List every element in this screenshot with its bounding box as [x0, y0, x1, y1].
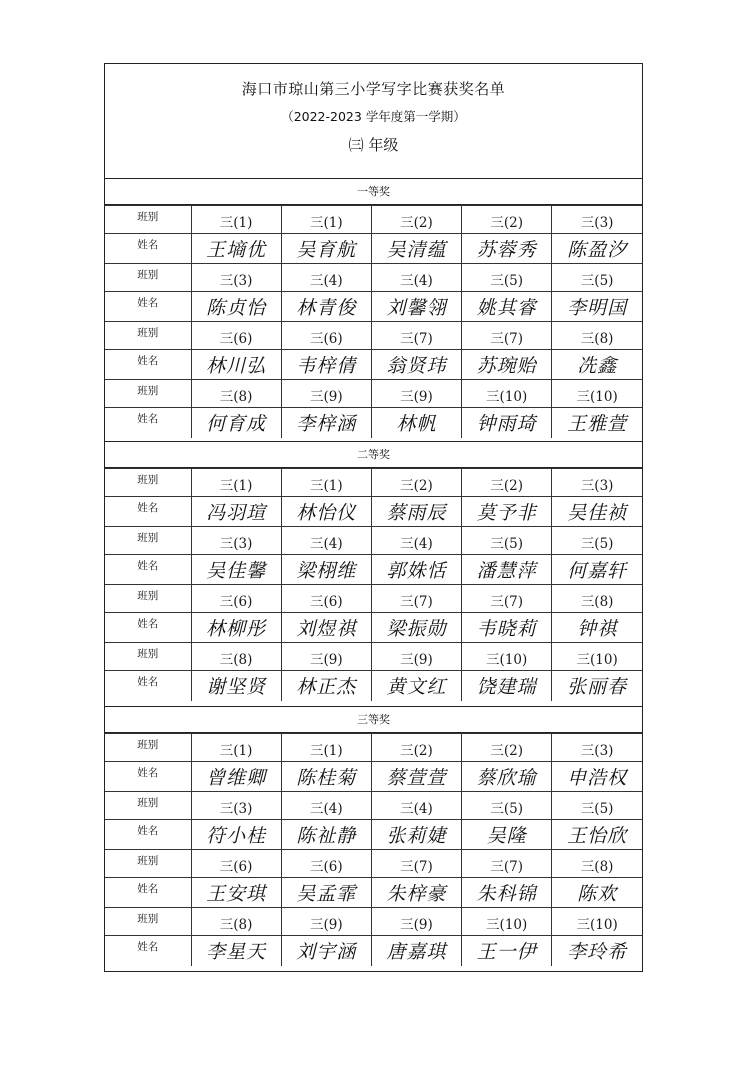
class-cell: 三(6)	[191, 322, 281, 350]
class-cell: 三(9)	[371, 908, 461, 936]
class-row-label: 班别	[105, 527, 191, 555]
name-row-label: 姓名	[105, 497, 191, 527]
class-cell: 三(4)	[371, 792, 461, 820]
class-row	[105, 469, 642, 497]
class-row	[105, 908, 642, 936]
student-name-cell: 苏蓉秀	[462, 234, 552, 264]
class-cell: 三(1)	[281, 734, 371, 762]
student-name-cell: 朱科锦	[462, 878, 552, 908]
student-name-cell: 吴孟霏	[281, 878, 371, 908]
student-name-cell: 韦梓倩	[281, 350, 371, 380]
name-row	[105, 820, 642, 850]
name-row-label: 姓名	[105, 878, 191, 908]
student-name-cell: 吴佳馨	[191, 555, 281, 585]
student-name-cell: 林柳彤	[191, 613, 281, 643]
class-cell: 三(1)	[191, 469, 281, 497]
class-cell: 三(7)	[371, 850, 461, 878]
class-row-label: 班别	[105, 792, 191, 820]
award-list-sheet	[104, 63, 643, 972]
class-cell: 三(6)	[281, 322, 371, 350]
name-row	[105, 234, 642, 264]
school-term: （2022-2023 学年度第一学期）	[281, 109, 466, 124]
student-name-cell: 朱梓豪	[371, 878, 461, 908]
class-cell: 三(2)	[462, 734, 552, 762]
class-row	[105, 527, 642, 555]
student-name-cell: 冼鑫	[552, 350, 642, 380]
class-cell: 三(8)	[552, 850, 642, 878]
class-cell: 三(4)	[371, 264, 461, 292]
student-name-cell: 潘慧萍	[462, 555, 552, 585]
class-cell: 三(5)	[462, 264, 552, 292]
class-cell: 三(5)	[462, 527, 552, 555]
class-row-label: 班别	[105, 322, 191, 350]
class-cell: 三(2)	[462, 469, 552, 497]
class-row	[105, 585, 642, 613]
student-name-cell: 符小桂	[191, 820, 281, 850]
student-name-cell: 翁贤玮	[371, 350, 461, 380]
class-row-label: 班别	[105, 380, 191, 408]
class-row	[105, 380, 642, 408]
class-row-label: 班别	[105, 734, 191, 762]
class-cell: 三(7)	[462, 850, 552, 878]
student-name-cell: 何嘉轩	[552, 555, 642, 585]
student-name-cell: 陈欢	[552, 878, 642, 908]
class-cell: 三(9)	[281, 380, 371, 408]
class-cell: 三(4)	[371, 527, 461, 555]
student-name-cell: 冯羽瑄	[191, 497, 281, 527]
class-row	[105, 643, 642, 671]
name-row-label: 姓名	[105, 613, 191, 643]
class-cell: 三(8)	[552, 322, 642, 350]
class-cell: 三(4)	[281, 527, 371, 555]
student-name-cell: 韦晓莉	[462, 613, 552, 643]
class-cell: 三(2)	[371, 469, 461, 497]
class-cell: 三(2)	[371, 206, 461, 234]
name-row	[105, 762, 642, 792]
name-row	[105, 936, 642, 966]
name-row	[105, 292, 642, 322]
class-row	[105, 264, 642, 292]
name-row	[105, 408, 642, 438]
student-name-cell: 王安琪	[191, 878, 281, 908]
student-name-cell: 陈贞怡	[191, 292, 281, 322]
student-name-cell: 王墒优	[191, 234, 281, 264]
class-cell: 三(7)	[462, 322, 552, 350]
name-row-label: 姓名	[105, 555, 191, 585]
class-cell: 三(2)	[371, 734, 461, 762]
class-cell: 三(4)	[281, 792, 371, 820]
class-cell: 三(9)	[371, 643, 461, 671]
name-row	[105, 350, 642, 380]
student-name-cell: 张丽春	[552, 671, 642, 701]
name-row-label: 姓名	[105, 671, 191, 701]
class-row-label: 班别	[105, 643, 191, 671]
class-row-label: 班别	[105, 908, 191, 936]
class-cell: 三(7)	[371, 322, 461, 350]
class-cell: 三(10)	[552, 908, 642, 936]
class-row	[105, 850, 642, 878]
class-cell: 三(7)	[462, 585, 552, 613]
student-name-cell: 陈桂菊	[281, 762, 371, 792]
class-cell: 三(1)	[281, 206, 371, 234]
student-name-cell: 吴佳祯	[552, 497, 642, 527]
student-name-cell: 钟祺	[552, 613, 642, 643]
name-row-label: 姓名	[105, 762, 191, 792]
student-name-cell: 张莉婕	[371, 820, 461, 850]
class-row	[105, 206, 642, 234]
name-row	[105, 878, 642, 908]
class-cell: 三(8)	[191, 643, 281, 671]
class-row	[105, 322, 642, 350]
student-name-cell: 吴隆	[462, 820, 552, 850]
student-name-cell: 申浩权	[552, 762, 642, 792]
student-name-cell: 黄文红	[371, 671, 461, 701]
winners-table	[105, 733, 642, 966]
class-cell: 三(5)	[552, 264, 642, 292]
student-name-cell: 吴育航	[281, 234, 371, 264]
student-name-cell: 梁栩维	[281, 555, 371, 585]
class-cell: 三(8)	[191, 908, 281, 936]
class-row-label: 班别	[105, 264, 191, 292]
class-cell: 三(3)	[191, 264, 281, 292]
student-name-cell: 莫予非	[462, 497, 552, 527]
class-cell: 三(3)	[552, 734, 642, 762]
student-name-cell: 吴清蕴	[371, 234, 461, 264]
section-title: 二等奖	[105, 442, 642, 468]
student-name-cell: 林青俊	[281, 292, 371, 322]
class-cell: 三(3)	[191, 792, 281, 820]
name-row	[105, 613, 642, 643]
student-name-cell: 姚其睿	[462, 292, 552, 322]
name-row-label: 姓名	[105, 936, 191, 966]
name-row-label: 姓名	[105, 408, 191, 438]
student-name-cell: 蔡欣瑜	[462, 762, 552, 792]
class-cell: 三(10)	[552, 643, 642, 671]
student-name-cell: 钟雨琦	[462, 408, 552, 438]
class-cell: 三(9)	[281, 643, 371, 671]
class-row-label: 班别	[105, 585, 191, 613]
class-cell: 三(7)	[371, 585, 461, 613]
class-row	[105, 792, 642, 820]
class-cell: 三(10)	[462, 908, 552, 936]
student-name-cell: 陈祉静	[281, 820, 371, 850]
first-prize-section	[105, 179, 642, 442]
class-cell: 三(4)	[281, 264, 371, 292]
student-name-cell: 谢坚贤	[191, 671, 281, 701]
student-name-cell: 王一伊	[462, 936, 552, 966]
class-cell: 三(10)	[552, 380, 642, 408]
name-row	[105, 671, 642, 701]
student-name-cell: 王雅萱	[552, 408, 642, 438]
student-name-cell: 何育成	[191, 408, 281, 438]
class-cell: 三(8)	[191, 380, 281, 408]
student-name-cell: 林正杰	[281, 671, 371, 701]
class-cell: 三(3)	[552, 206, 642, 234]
name-row	[105, 497, 642, 527]
class-cell: 三(6)	[281, 850, 371, 878]
class-cell: 三(1)	[281, 469, 371, 497]
document-title: 海口市琼山第三小学写字比赛获奖名单	[241, 80, 506, 98]
student-name-cell: 林川弘	[191, 350, 281, 380]
name-row-label: 姓名	[105, 820, 191, 850]
class-cell: 三(6)	[281, 585, 371, 613]
student-name-cell: 饶建瑞	[462, 671, 552, 701]
class-row-label: 班别	[105, 850, 191, 878]
class-cell: 三(9)	[281, 908, 371, 936]
student-name-cell: 李明国	[552, 292, 642, 322]
class-cell: 三(10)	[462, 380, 552, 408]
name-row-label: 姓名	[105, 234, 191, 264]
class-cell: 三(10)	[462, 643, 552, 671]
student-name-cell: 曾维卿	[191, 762, 281, 792]
winners-table	[105, 205, 642, 438]
name-row-label: 姓名	[105, 292, 191, 322]
student-name-cell: 李梓涵	[281, 408, 371, 438]
student-name-cell: 林怡仪	[281, 497, 371, 527]
class-cell: 三(8)	[552, 585, 642, 613]
name-row-label: 姓名	[105, 350, 191, 380]
class-cell: 三(3)	[552, 469, 642, 497]
student-name-cell: 林帆	[371, 408, 461, 438]
section-title: 一等奖	[105, 179, 642, 205]
class-cell: 三(5)	[552, 527, 642, 555]
class-cell: 三(6)	[191, 585, 281, 613]
student-name-cell: 李星天	[191, 936, 281, 966]
class-cell: 三(1)	[191, 734, 281, 762]
class-cell: 三(9)	[371, 380, 461, 408]
student-name-cell: 李玲希	[552, 936, 642, 966]
class-row	[105, 734, 642, 762]
student-name-cell: 陈盈汐	[552, 234, 642, 264]
student-name-cell: 刘馨翎	[371, 292, 461, 322]
class-cell: 三(5)	[552, 792, 642, 820]
student-name-cell: 蔡萱萱	[371, 762, 461, 792]
student-name-cell: 蔡雨辰	[371, 497, 461, 527]
class-cell: 三(1)	[191, 206, 281, 234]
class-cell: 三(5)	[462, 792, 552, 820]
student-name-cell: 梁振勋	[371, 613, 461, 643]
student-name-cell: 刘煜祺	[281, 613, 371, 643]
student-name-cell: 唐嘉琪	[371, 936, 461, 966]
class-row-label: 班别	[105, 469, 191, 497]
third-prize-section	[105, 707, 642, 973]
class-cell: 三(2)	[462, 206, 552, 234]
second-prize-section	[105, 442, 642, 707]
name-row	[105, 555, 642, 585]
winners-table	[105, 468, 642, 701]
student-name-cell: 刘宇涵	[281, 936, 371, 966]
student-name-cell: 郭姝恬	[371, 555, 461, 585]
section-title: 三等奖	[105, 707, 642, 733]
class-cell: 三(3)	[191, 527, 281, 555]
document-header	[105, 64, 642, 179]
student-name-cell: 苏琬贻	[462, 350, 552, 380]
grade-label: ㈢ 年级	[348, 136, 399, 154]
class-cell: 三(6)	[191, 850, 281, 878]
student-name-cell: 王怡欣	[552, 820, 642, 850]
class-row-label: 班别	[105, 206, 191, 234]
